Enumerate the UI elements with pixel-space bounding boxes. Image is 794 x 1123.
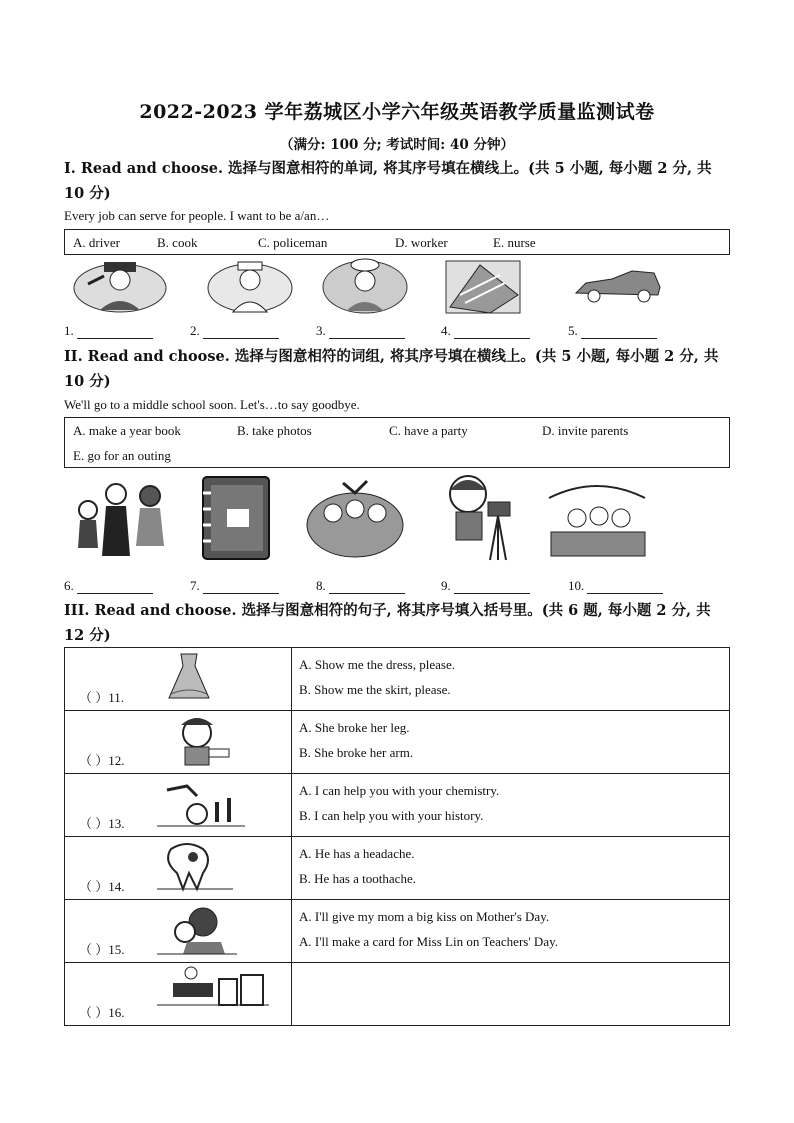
- year-book-picture: [197, 475, 273, 561]
- option-c: C. have a party: [389, 423, 468, 438]
- answer-bracket[interactable]: （ ）12.: [79, 753, 125, 768]
- option-a: A. driver: [73, 235, 120, 250]
- answer-blank[interactable]: 4.: [441, 323, 530, 339]
- table-row: [65, 774, 730, 837]
- choice-b: B. He has a toothache.: [299, 871, 416, 886]
- answer-bracket[interactable]: （ ）15.: [79, 942, 125, 957]
- option-b: B. take photos: [237, 423, 312, 438]
- worker-picture: [440, 255, 525, 317]
- answer-bracket[interactable]: （ ）13.: [79, 816, 125, 831]
- table-row: [65, 711, 730, 774]
- broken-arm-picture: [157, 713, 237, 767]
- answer-blank[interactable]: 5.: [568, 323, 657, 339]
- answer-bracket[interactable]: （ ）14.: [79, 879, 125, 894]
- answer-blank[interactable]: 3.: [316, 323, 405, 339]
- question-cell: [65, 711, 292, 774]
- answer-blank[interactable]: 7.: [190, 578, 279, 594]
- exam-info: （满分: 100 分; 考试时间: 40 分钟）: [280, 137, 514, 153]
- answer-blank[interactable]: 10.: [568, 578, 663, 594]
- section-1-heading: I. Read and choose. 选择与图意相符的单词, 将其序号填在横线上。(共 5 小题, 每小题 2 分, 共 10 分): [64, 160, 712, 202]
- choices-cell: [292, 837, 730, 900]
- option-e: E. nurse: [493, 235, 536, 250]
- section-2-answer-blanks: [64, 578, 734, 598]
- choices-cell: [292, 648, 730, 711]
- section-2-options: [64, 417, 730, 468]
- choices-cell: [292, 774, 730, 837]
- question-cell: [65, 837, 292, 900]
- choice-a: A. I can help you with your chemistry.: [299, 783, 500, 798]
- question-cell: [65, 774, 292, 837]
- option-e: E. go for an outing: [73, 448, 171, 463]
- choice-a: A. Show me the dress, please.: [299, 657, 455, 672]
- choice-a: A. He has a headache.: [299, 846, 415, 861]
- chemistry-picture: [157, 776, 247, 830]
- driver-picture: [572, 265, 664, 305]
- family-picture: [70, 476, 170, 560]
- choice-b: B. She broke her arm.: [299, 745, 414, 760]
- mother-kiss-picture: [157, 902, 239, 956]
- answer-blank[interactable]: 8.: [316, 578, 405, 594]
- choice-a: A. I'll give my mom a big kiss on Mother's Day.: [299, 909, 550, 924]
- choices-cell: [292, 711, 730, 774]
- option-b: B. cook: [157, 235, 198, 250]
- page-title: 2022-2023 学年荔城区小学六年级英语教学质量监测试卷: [139, 101, 655, 123]
- choice-b: A. I'll make a card for Miss Lin on Teachers' Day.: [299, 934, 558, 949]
- answer-blank[interactable]: 9.: [441, 578, 530, 594]
- option-d: D. worker: [395, 235, 448, 250]
- choice-b: B. Show me the skirt, please.: [299, 682, 451, 697]
- option-c: C. policeman: [258, 235, 328, 250]
- section-3-heading: III. Read and choose. 选择与图意相符的句子, 将其序号填入括号里。(共 6 题, 每小题 2 分, 共 12 分): [64, 602, 711, 644]
- toothache-picture: [157, 839, 237, 893]
- outing-picture: [303, 473, 408, 561]
- answer-blank[interactable]: 2.: [190, 323, 279, 339]
- option-d: D. invite parents: [542, 423, 629, 438]
- choices-cell: [292, 963, 730, 1026]
- party-picture: [543, 474, 651, 560]
- choice-a: A. She broke her leg.: [299, 720, 410, 735]
- camera-picture: [432, 472, 520, 562]
- answer-bracket[interactable]: （ ）16.: [79, 1005, 125, 1020]
- dress-picture: [157, 650, 221, 702]
- policeman-picture: [70, 256, 170, 316]
- choices-cell: [292, 900, 730, 963]
- nurse-picture: [205, 256, 295, 316]
- answer-blank[interactable]: 6.: [64, 578, 153, 594]
- section-1-answer-blanks: [64, 323, 734, 343]
- answer-bracket[interactable]: （ ）11.: [79, 690, 125, 705]
- question-cell: [65, 963, 292, 1026]
- option-a: A. make a year book: [73, 423, 181, 438]
- table-row: [65, 900, 730, 963]
- section-3-table: [64, 647, 730, 1026]
- classroom-picture: [157, 965, 271, 1015]
- section-1-prompt: Every job can serve for people. I want to be a/an…: [64, 208, 330, 223]
- cook-picture: [320, 255, 410, 315]
- table-row: [65, 648, 730, 711]
- table-row: [65, 837, 730, 900]
- section-1-options: [64, 229, 730, 255]
- question-cell: [65, 648, 292, 711]
- answer-blank[interactable]: 1.: [64, 323, 153, 339]
- question-cell: [65, 900, 292, 963]
- section-2-prompt: We'll go to a middle school soon. Let's…to say goodbye.: [64, 397, 360, 412]
- table-row: [65, 963, 730, 1026]
- choice-b: B. I can help you with your history.: [299, 808, 484, 823]
- section-2-heading: II. Read and choose. 选择与图意相符的词组, 将其序号填在横线上。(共 5 小题, 每小题 2 分, 共 10 分): [64, 348, 719, 390]
